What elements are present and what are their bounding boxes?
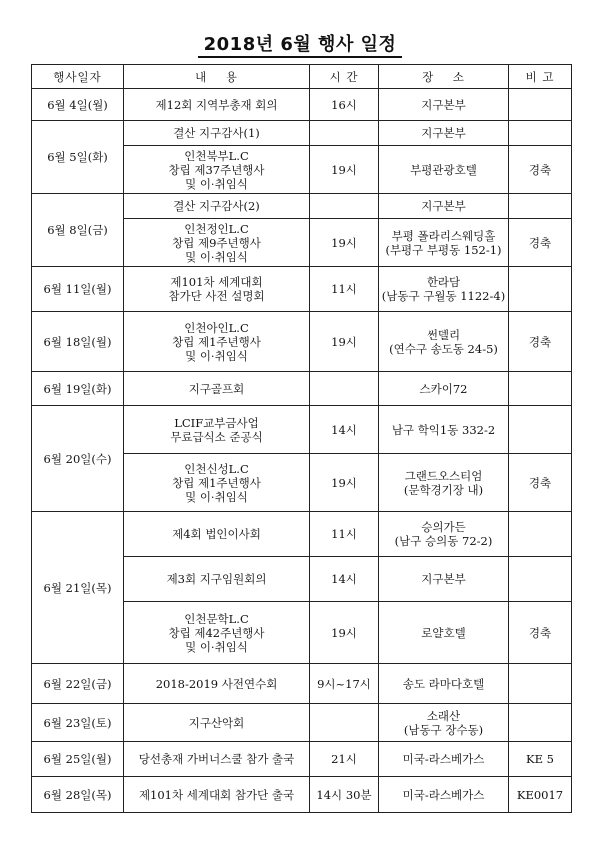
content-line: 당선총재 가버너스쿨 참가 출국 [138,752,295,766]
event-note: KE0017 [509,777,572,813]
content-line: 제101차 세계대회 [170,275,263,289]
event-date: 6월 28일(목) [32,777,124,813]
event-place [379,704,509,742]
event-date: 6월 25일(월) [32,742,124,777]
event-place [379,602,509,664]
content-line: 인천문학L.C [184,611,249,626]
content-line: 지구골프회 [188,381,245,396]
content-line: 창립 제1주년행사 [172,334,261,349]
content-line: 및 이·취임식 [185,348,248,363]
event-note [509,194,572,219]
event-note: 경축 [509,602,572,664]
content-line: 및 이·취임식 [185,489,248,504]
place-line: 미국-라스베가스 [402,787,485,802]
event-content [124,121,310,146]
event-time [310,194,379,219]
event-date: 6월 4일(월) [32,89,124,121]
event-note [509,89,572,121]
page-title [0,30,600,56]
content-line: 인천아인L.C [184,320,249,335]
event-time: 19시 [310,454,379,512]
place-line: 지구본부 [421,199,466,213]
place-line: 소래산 [426,708,461,723]
event-content [124,312,310,372]
table-row [32,194,572,219]
content-line: 제12회 지역부총재 회의 [155,97,278,112]
event-time: 19시 [310,146,379,194]
event-content [124,146,310,194]
event-note: KE 5 [509,742,572,777]
place-line: 지구본부 [421,126,466,140]
content-line: 결산 지구감사(2) [173,199,260,213]
event-place [379,146,509,194]
event-time: 19시 [310,602,379,664]
content-line: 창립 제37주년행사 [168,162,265,177]
header-time: 시 간 [310,65,379,89]
header-row [32,65,572,89]
event-content [124,89,310,121]
place-line: (남동구 구월동 1122-4) [381,289,506,303]
content-line: 및 이·취임식 [185,249,248,264]
event-content [124,777,310,813]
event-content [124,454,310,512]
event-content [124,704,310,742]
event-place [379,89,509,121]
table-row [32,89,572,121]
table-row [32,512,572,557]
place-line: 로얄호텔 [421,625,466,640]
place-line: 송도 라마다호텔 [402,676,485,691]
event-place [379,194,509,219]
content-line: 인천정인L.C [184,221,249,236]
place-line: (문학경기장 내) [403,482,484,497]
content-line: 창립 제1주년행사 [172,475,261,490]
content-line: LCIF교부금사업 [174,415,259,430]
event-time: 16시 [310,89,379,121]
content-line: 제3회 지구임원회의 [166,572,267,586]
content-line: 참가단 사전 설명회 [168,289,265,303]
place-line: 미국-라스베가스 [402,752,485,766]
content-line: 창립 제9주년행사 [172,235,261,250]
place-line: 남구 학익1동 332-2 [391,422,496,437]
event-time: 9시~17시 [310,664,379,704]
place-line: (남동구 장수동) [403,722,484,737]
event-content [124,267,310,312]
place-line: 썬델리 [426,327,461,342]
table-row [32,267,572,312]
event-note [509,121,572,146]
table-row [32,406,572,454]
event-place [379,219,509,267]
event-time [310,372,379,406]
event-place [379,664,509,704]
event-note [509,664,572,704]
event-place [379,121,509,146]
event-place [379,312,509,372]
event-content [124,219,310,267]
content-line: 및 이·취임식 [185,176,248,191]
content-line: 및 이·취임식 [185,639,248,654]
event-content [124,557,310,602]
event-content [124,664,310,704]
page-title-text: 2018년 6월 행사 일정 [198,34,403,58]
event-content [124,742,310,777]
place-line: 승의가든 [421,520,466,534]
event-date: 6월 19일(화) [32,372,124,406]
content-line: 2018-2019 사전연수회 [155,676,278,691]
event-content [124,406,310,454]
content-line: 제4회 법인이사회 [172,527,261,541]
place-line: (부평구 부평동 152-1) [385,242,502,257]
event-date: 6월 11일(월) [32,267,124,312]
header-place: 장 소 [379,65,509,89]
place-line: 한라담 [426,275,461,289]
event-note [509,267,572,312]
place-line: (남구 승의동 72-2) [394,534,493,548]
place-line: 부평관광호텔 [410,162,477,177]
place-line: 지구본부 [421,97,466,112]
content-line: 제101차 세계대회 참가단 출국 [138,787,295,802]
event-time: 19시 [310,312,379,372]
content-line: 인천신성L.C [184,461,249,476]
table-row [32,777,572,813]
event-note [509,372,572,406]
event-place [379,372,509,406]
event-time: 14시 [310,557,379,602]
event-time: 14시 [310,406,379,454]
content-line: 창립 제42주년행사 [168,625,265,640]
event-time: 19시 [310,219,379,267]
event-content [124,372,310,406]
table-row [32,704,572,742]
event-date: 6월 23일(토) [32,704,124,742]
event-note: 경축 [509,454,572,512]
place-line: (연수구 송도동 24-5) [389,341,498,356]
event-time: 11시 [310,512,379,557]
place-line: 지구본부 [421,572,466,586]
event-time: 11시 [310,267,379,312]
event-note: 경축 [509,146,572,194]
content-line: 결산 지구감사(1) [173,126,260,140]
event-place [379,454,509,512]
event-date: 6월 18일(월) [32,312,124,372]
header-content: 내 용 [124,65,310,89]
event-time [310,121,379,146]
event-date: 6월 21일(목) [32,512,124,664]
event-note [509,406,572,454]
event-content [124,512,310,557]
event-content [124,602,310,664]
event-place [379,406,509,454]
schedule-table [31,64,572,813]
event-time: 14시 30분 [310,777,379,813]
event-place [379,557,509,602]
event-date: 6월 5일(화) [32,121,124,194]
table-row [32,312,572,372]
event-note: 경축 [509,219,572,267]
event-date: 6월 8일(금) [32,194,124,267]
event-time: 21시 [310,742,379,777]
event-note: 경축 [509,312,572,372]
content-line: 무료급식소 준공식 [170,429,263,444]
header-date: 행사일자 [32,65,124,89]
table-row [32,742,572,777]
table-row [32,121,572,146]
table-row [32,372,572,406]
place-line: 부평 폴라리스웨딩홀 [391,228,496,243]
content-line: 인천북부L.C [184,148,249,163]
event-place [379,267,509,312]
place-line: 그랜드오스티엄 [404,468,483,483]
table-row [32,664,572,704]
event-content [124,194,310,219]
event-time [310,704,379,742]
event-place [379,742,509,777]
event-note [509,512,572,557]
header-note: 비 고 [509,65,572,89]
event-date: 6월 22일(금) [32,664,124,704]
event-date: 6월 20일(수) [32,406,124,512]
content-line: 지구산악회 [188,715,245,730]
event-place [379,777,509,813]
event-note [509,557,572,602]
event-place [379,512,509,557]
event-note [509,704,572,742]
place-line: 스카이72 [419,381,468,396]
